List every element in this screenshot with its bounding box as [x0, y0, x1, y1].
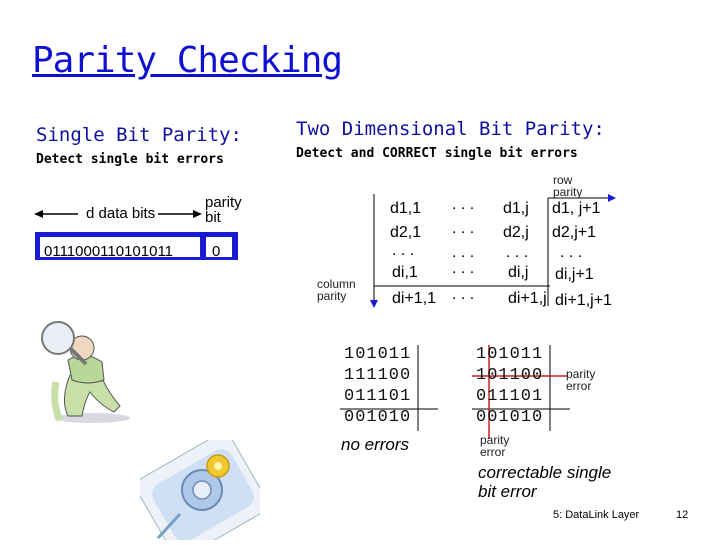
bit-row: 001010 [344, 408, 412, 427]
matrix-cell: di+1,j [508, 290, 547, 307]
single-bit-heading: Single Bit Parity: [36, 124, 242, 146]
matrix-cell: di+1,j+1 [555, 292, 612, 309]
page-title: Parity Checking [32, 40, 343, 81]
data-bits-label: d data bits [86, 205, 156, 222]
bit-row: 101100 [476, 366, 544, 385]
bit-row: 101011 [476, 345, 544, 364]
matrix-cell: di,j+1 [555, 266, 594, 283]
page-number: 12 [676, 509, 689, 521]
matrix-cell: . . . [560, 244, 583, 261]
no-errors-caption: no errors [341, 435, 410, 454]
bit-row: 001010 [476, 408, 544, 427]
footer-chapter: 5: DataLink Layer [553, 509, 640, 521]
matrix-cell: d1, j+1 [552, 200, 601, 217]
two-dim-subheading: Detect and CORRECT single bit errors [296, 146, 578, 161]
correction-tape-icon [140, 440, 260, 540]
bit-row: 101011 [344, 345, 412, 364]
matrix-cell: . . . [452, 220, 475, 237]
matrix-cell: . . . [392, 242, 415, 259]
matrix-cell: di,j [508, 264, 529, 281]
matrix-cell: . . . [452, 286, 475, 303]
bit-row: 111100 [344, 366, 412, 385]
example-no-errors [340, 345, 440, 433]
matrix-cell: di+1,1 [392, 290, 437, 307]
matrix-cell: . . . [452, 260, 475, 277]
parity-bit-label: parity bit [205, 194, 242, 226]
single-bit-subheading: Detect single bit errors [36, 152, 224, 167]
matrix-cell: . . . [506, 244, 529, 261]
magnifier-figure-clipart [30, 320, 140, 425]
matrix-cell: d1,1 [390, 200, 422, 217]
row-parity-label: row parity [553, 173, 583, 199]
matrix-cell: . . . [452, 244, 475, 261]
correctable-caption: correctable single bit error [478, 463, 612, 501]
matrix-cell: d2,j [503, 224, 529, 241]
matrix-cell: d2,1 [390, 224, 422, 241]
matrix-cell: . . . [452, 196, 475, 213]
two-dim-heading: Two Dimensional Bit Parity: [296, 118, 605, 140]
magnifier-figure-icon [30, 320, 140, 425]
matrix-cell: d1,j [503, 200, 529, 217]
row-parity-error-label: parity error [566, 367, 596, 393]
column-parity-error-label: parity error [480, 433, 510, 459]
bit-row: 011101 [476, 387, 544, 406]
matrix-cell: di,1 [392, 264, 418, 281]
data-bits-value: 0111000110101011 [44, 243, 174, 260]
bit-row: 011101 [344, 387, 412, 406]
column-parity-label: column parity [317, 277, 356, 303]
parity-bit-value: 0 [212, 243, 221, 260]
correction-tape-clipart [140, 440, 260, 540]
matrix-cell: d2,j+1 [552, 224, 597, 241]
